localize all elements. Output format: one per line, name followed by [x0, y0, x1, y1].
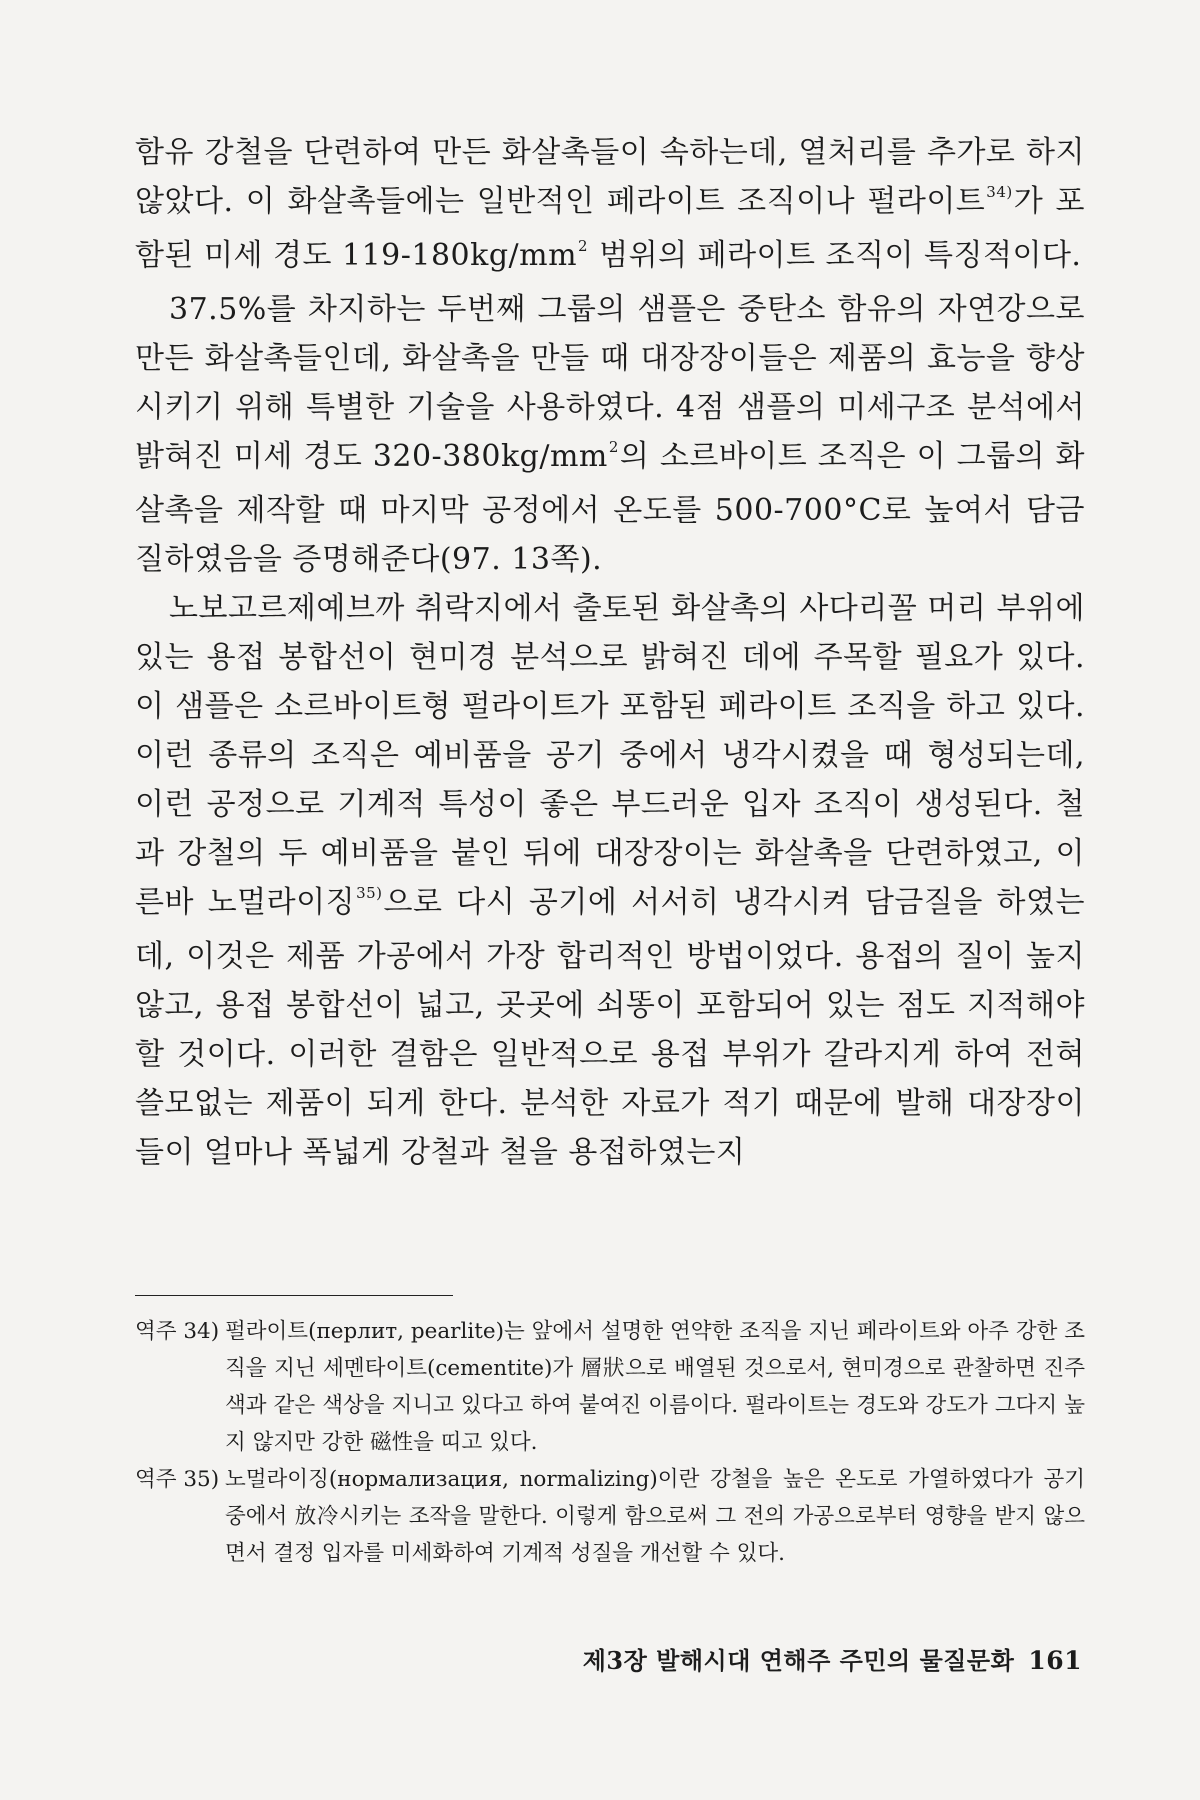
running-title: 제3장 발해시대 연해주 주민의 물질문화 — [582, 1646, 1015, 1675]
paragraph-2-text-b: 의 소르바이트 조직은 이 그룹의 화살촉을 제작할 때 마지막 공정에서 온도를 500-700°C로 높여서 담금질하였음을 증명해준다(97. 13쪽). — [135, 439, 1085, 577]
footnote-text: 펄라이트(перлит, pearlite)는 앞에서 설명한 연약한 조직을 지닌 페라이트와 아주 강한 조직을 지닌 세멘타이트(cementite)가 層狀으로 배열된 것으로서, 현미경으로 관찰하면 진주색과 같은 색상을 지니고 있다고 하여 붙여진 이름이다. 펄라이트는 경도와 강도가 그다지 높지 않지만 강한 磁性을 띠고 있다. — [225, 1319, 1085, 1455]
footnote-34 — [135, 1313, 1085, 1461]
running-footer — [583, 1641, 1082, 1676]
paragraph-1-text-a: 함유 강철을 단련하여 만든 화살촉들이 속하는데, 열처리를 추가로 하지 않았다. 이 화살촉들에는 일반적인 페라이트 조직이나 펄라이트 — [135, 135, 1085, 219]
paragraph-1-text-c: 범위의 페라이트 조직이 특징적이다. — [589, 238, 1082, 273]
paragraph-2 — [135, 285, 1085, 584]
paragraph-3-text-a: 노보고르제예브까 취락지에서 출토된 화살촉의 사다리꼴 머리 부위에 있는 용접 봉합선이 현미경 분석으로 밝혀진 데에 주목할 필요가 있다. 이 샘플은 소르바이트형 펄라이트가 포함된 페라이트 조직을 하고 있다. 이런 종류의 조직은 예비품을 공기 중에서 냉각시켰을 때 형성되는데, 이런 공정으로 기계적 특성이 좋은 부드러운 입자 조직이 생성된다. 철과 강철의 두 예비품을 붙인 뒤에 대장장이는 화살촉을 단련하였고, 이른바 노멀라이징 — [135, 591, 1085, 920]
footnote-ref-35: 35) — [356, 884, 383, 902]
paragraph-3-text-b: 으로 다시 공기에 서서히 냉각시켜 담금질을 하였는데, 이것은 제품 가공에서 가장 합리적인 방법이었다. 용접의 질이 높지 않고, 용접 봉합선이 넓고, 곳곳에 쇠똥이 포함되어 있는 점도 지적해야 할 것이다. 이러한 결함은 일반적으로 용접 부위가 갈라지게 하여 전혀 쓸모없는 제품이 되게 한다. 분석한 자료가 적기 때문에 발해 대장장이들이 얼마나 폭넓게 강철과 철을 용접하였는지 — [135, 885, 1085, 1170]
footnote-label: 역주 34) — [135, 1319, 220, 1344]
paragraph-1-text-b: 가 포함된 미세 경도 119-180kg/mm — [135, 184, 1086, 273]
page-number: 161 — [1028, 1646, 1082, 1675]
paragraph-1 — [135, 128, 1085, 285]
paragraph-3 — [135, 584, 1085, 1177]
paragraph-2-text-a: 37.5%를 차지하는 두번째 그룹의 샘플은 중탄소 함유의 자연강으로 만든 화살촉들인데, 화살촉을 만들 때 대장장이들은 제품의 효능을 향상시키기 위해 특별한 기술을 사용하였다. 4점 샘플의 미세구조 분석에서 밝혀진 미세 경도 320-380kg/mm — [135, 292, 1085, 474]
body-text — [135, 128, 1085, 1177]
footnote-label: 역주 35) — [135, 1467, 220, 1492]
unit-superscript: 2 — [578, 237, 589, 255]
footnote-35 — [135, 1461, 1085, 1572]
footnote-divider — [135, 1295, 453, 1296]
footnote-text: 노멀라이징(нормализация, normalizing)이란 강철을 높은 온도로 가열하였다가 공기 중에서 放冷시키는 조작을 말한다. 이렇게 함으로써 그 전의 가공으로부터 영향을 받지 않으면서 결정 입자를 미세화하여 기계적 성질을 개선할 수 있다. — [225, 1467, 1085, 1566]
footnotes — [135, 1313, 1085, 1572]
footnote-ref-34: 34) — [986, 183, 1013, 201]
unit-superscript: 2 — [608, 438, 619, 456]
